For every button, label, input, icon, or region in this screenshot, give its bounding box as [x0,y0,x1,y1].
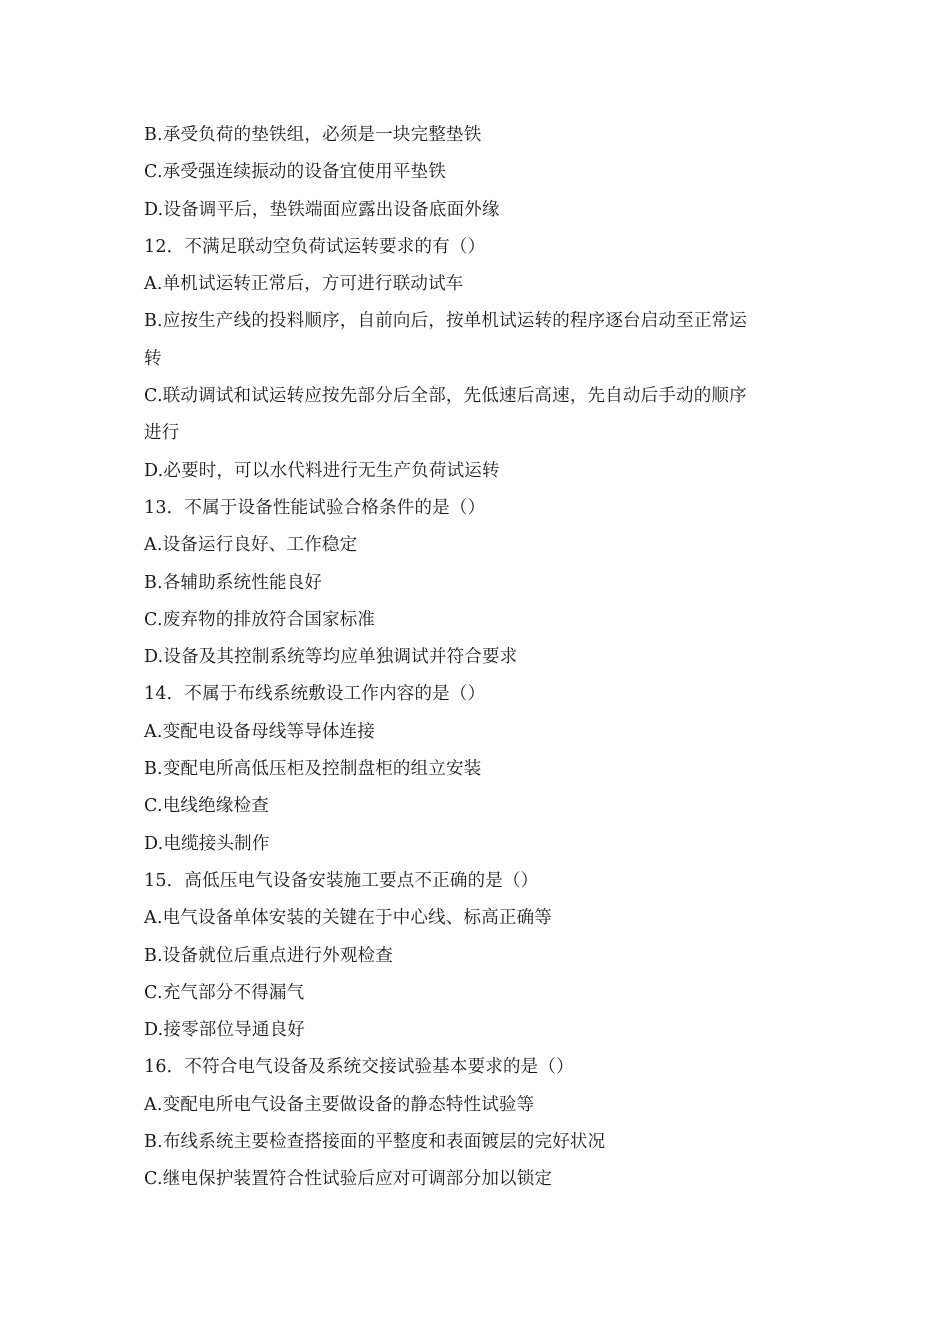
option-a-line: A.变配电所电气设备主要做设备的静态特性试验等 [144,1094,535,1115]
question-12: 12．不满足联动空负荷试运转要求的有（） [144,236,486,257]
option-d-line: D.必要时，可以水代料进行无生产负荷试运转 [144,460,500,481]
option-a-line: A.单机试运转正常后，方可进行联动试车 [144,274,464,295]
option-c-line: C.承受强连续振动的设备宜使用平垫铁 [144,162,446,183]
option-d-line: D.电缆接头制作 [144,833,270,854]
question-13: 13．不属于设备性能试验合格条件的是（） [144,497,486,518]
option-b-line: B.承受负荷的垫铁组，必须是一块完整垫铁 [144,125,482,145]
option-c-continuation: 进行 [144,423,180,444]
option-c-line: C.电线绝缘检查 [144,796,269,817]
option-b-line: B.变配电所高低压柜及控制盘柜的组立安装 [144,759,482,780]
option-d-line: D.接零部位导通良好 [144,1020,305,1041]
option-d-line: D.设备调平后，垫铁端面应露出设备底面外缘 [144,199,500,220]
option-c-line: C.充气部分不得漏气 [144,982,305,1003]
option-b-line: B.各辅助系统性能良好 [144,572,323,593]
question-14: 14．不属于布线系统敷设工作内容的是（） [144,684,486,705]
option-c-line: C.联动调试和试运转应按先部分后全部，先低速后高速，先自动后手动的顺序 [144,386,747,407]
option-a-line: A.变配电设备母线等导体连接 [144,721,375,742]
option-b-line: B.布线系统主要检查搭接面的平整度和表面镀层的完好状况 [144,1132,606,1153]
option-c-line: C.废弃物的排放符合国家标准 [144,609,376,630]
option-b-line: B.应按生产线的投料顺序，自前向后，按单机试运转的程序逐台启动至正常运 [144,311,747,332]
option-a-line: A.设备运行良好、工作稳定 [144,535,358,556]
question-16: 16．不符合电气设备及系统交接试验基本要求的是（） [144,1057,574,1078]
option-b-continuation: 转 [144,348,162,369]
question-15: 15．高低压电气设备安装施工要点不正确的是（） [144,870,539,891]
option-c-line: C.继电保护装置符合性试验后应对可调部分加以锁定 [144,1169,553,1190]
option-d-line: D.设备及其控制系统等均应单独调试并符合要求 [144,647,518,668]
document-page [144,117,814,1199]
option-a-line: A.电气设备单体安装的关键在于中心线、标高正确等 [144,908,552,929]
option-b-line: B.设备就位后重点进行外观检查 [144,945,393,966]
